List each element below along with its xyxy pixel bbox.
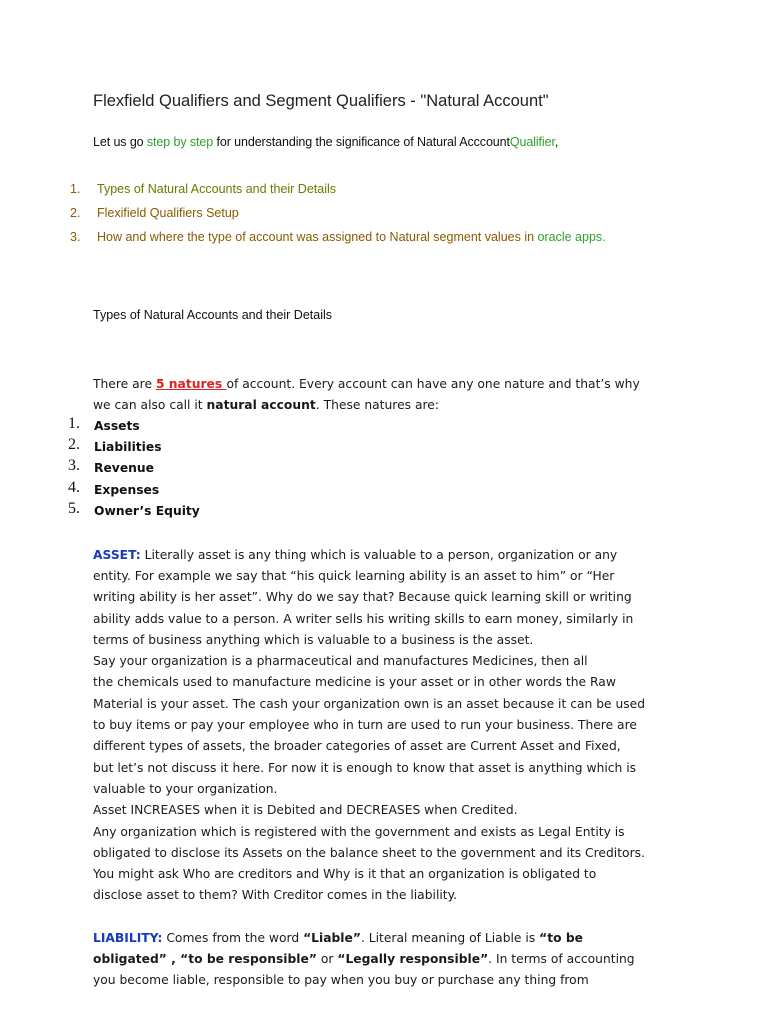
- natures-highlight: 5 natures: [155, 377, 227, 391]
- liability-line: [93, 952, 635, 966]
- asset-line: valuable to your organization.: [93, 782, 278, 796]
- list-number: 5.: [68, 500, 80, 517]
- list-label: Liabilities: [94, 440, 162, 454]
- asset-line: to buy items or pay your employee who in turn are used to run your business. There are: [93, 718, 637, 732]
- topic-text: Types of Natural Accounts and their Details: [97, 182, 337, 196]
- section-heading: Types of Natural Accounts and their Details: [93, 308, 333, 322]
- asset-line: ability adds value to a person. A writer sells his writing skills to earn money, similarly in: [93, 612, 634, 626]
- asset-line: [93, 548, 617, 562]
- natures-text: There are: [93, 377, 156, 391]
- natures-text: we can also call it: [93, 398, 207, 412]
- list-number: 3.: [68, 457, 80, 474]
- list-label: Owner’s Equity: [94, 504, 200, 518]
- asset-line: Asset INCREASES when it is Debited and DECREASES when Credited.: [93, 803, 518, 817]
- topic-text: Flexifield Qualifiers Setup: [97, 206, 239, 220]
- asset-line: disclose asset to them? With Creditor comes in the liability.: [93, 888, 458, 902]
- liability-bold: ,: [166, 952, 181, 966]
- list-number: 2.: [68, 436, 80, 453]
- natures-text: of account. Every account can have any one nature and that’s why: [226, 377, 640, 391]
- asset-line: Material is your asset. The cash your organization own is an asset because it can be used: [93, 697, 646, 711]
- asset-text: Literally asset is any thing which is valuable to a person, organization or any: [140, 548, 618, 562]
- liability-bold: “Legally responsible”: [337, 952, 489, 966]
- topic-item: [70, 230, 606, 244]
- liability-bold: obligated”: [93, 952, 167, 966]
- intro-middle: for understanding the significance of Natural Acccount: [213, 135, 510, 149]
- topic-oracle-apps: oracle apps.: [537, 230, 606, 244]
- asset-line: terms of business anything which is valuable to a business is the asset.: [93, 633, 534, 647]
- liability-bold: “Liable”: [303, 931, 361, 945]
- asset-line: You might ask Who are creditors and Why is it that an organization is obligated to: [93, 867, 597, 881]
- liability-keyword: LIABILITY:: [93, 931, 163, 945]
- asset-line: entity. For example we say that “his quick learning ability is an asset to him” or “Her: [93, 569, 615, 583]
- liability-bold: “to be responsible”: [180, 952, 317, 966]
- list-number: 4.: [68, 479, 80, 496]
- list-label: Expenses: [94, 483, 160, 497]
- intro-line: [93, 135, 558, 149]
- asset-line: writing ability is her asset”. Why do we say that? Because quick learning skill or writing: [93, 590, 632, 604]
- asset-line: Any organization which is registered with the government and exists as Legal Entity is: [93, 825, 625, 839]
- list-number: 1.: [68, 415, 80, 432]
- list-label: Assets: [94, 419, 140, 433]
- document-title: Flexfield Qualifiers and Segment Qualifiers - "Natural Account": [93, 92, 549, 110]
- asset-line: the chemicals used to manufacture medicine is your asset or in other words the Raw: [93, 675, 616, 689]
- natural-account-bold: natural account: [206, 398, 316, 412]
- topic-item: [70, 206, 239, 220]
- asset-line: but let’s not discuss it here. For now it is enough to know that asset is anything which is: [93, 761, 637, 775]
- asset-line: different types of assets, the broader categories of asset are Current Asset and Fixed,: [93, 739, 621, 753]
- asset-line: Say your organization is a pharmaceutical and manufactures Medicines, then all: [93, 654, 588, 668]
- intro-prefix: Let us go: [93, 135, 147, 149]
- topic-number: 2.: [70, 206, 81, 220]
- liability-line: you become liable, responsible to pay when you buy or purchase any thing from: [93, 973, 589, 987]
- asset-line: obligated to disclose its Assets on the balance sheet to the government and its Creditors.: [93, 846, 645, 860]
- topic-text: How and where the type of account was assigned to Natural segment values in: [97, 230, 538, 244]
- liability-line: [93, 931, 583, 945]
- natures-line-1: [93, 377, 640, 391]
- natures-text: . These natures are:: [315, 398, 439, 412]
- asset-keyword: ASSET:: [93, 548, 141, 562]
- natures-line-2: [93, 398, 439, 412]
- liability-bold: “to be: [539, 931, 583, 945]
- topic-number: 1.: [70, 182, 81, 196]
- intro-qualifier: Qualifier: [509, 135, 555, 149]
- intro-suffix: ,: [554, 135, 559, 149]
- liability-text: or: [316, 952, 338, 966]
- intro-step-by-step: step by step: [146, 135, 214, 149]
- list-label: Revenue: [94, 461, 155, 475]
- liability-text: . In terms of accounting: [488, 952, 635, 966]
- liability-text: Comes from the word: [162, 931, 304, 945]
- liability-text: . Literal meaning of Liable is: [360, 931, 540, 945]
- topic-item: [70, 182, 336, 196]
- topic-number: 3.: [70, 230, 81, 244]
